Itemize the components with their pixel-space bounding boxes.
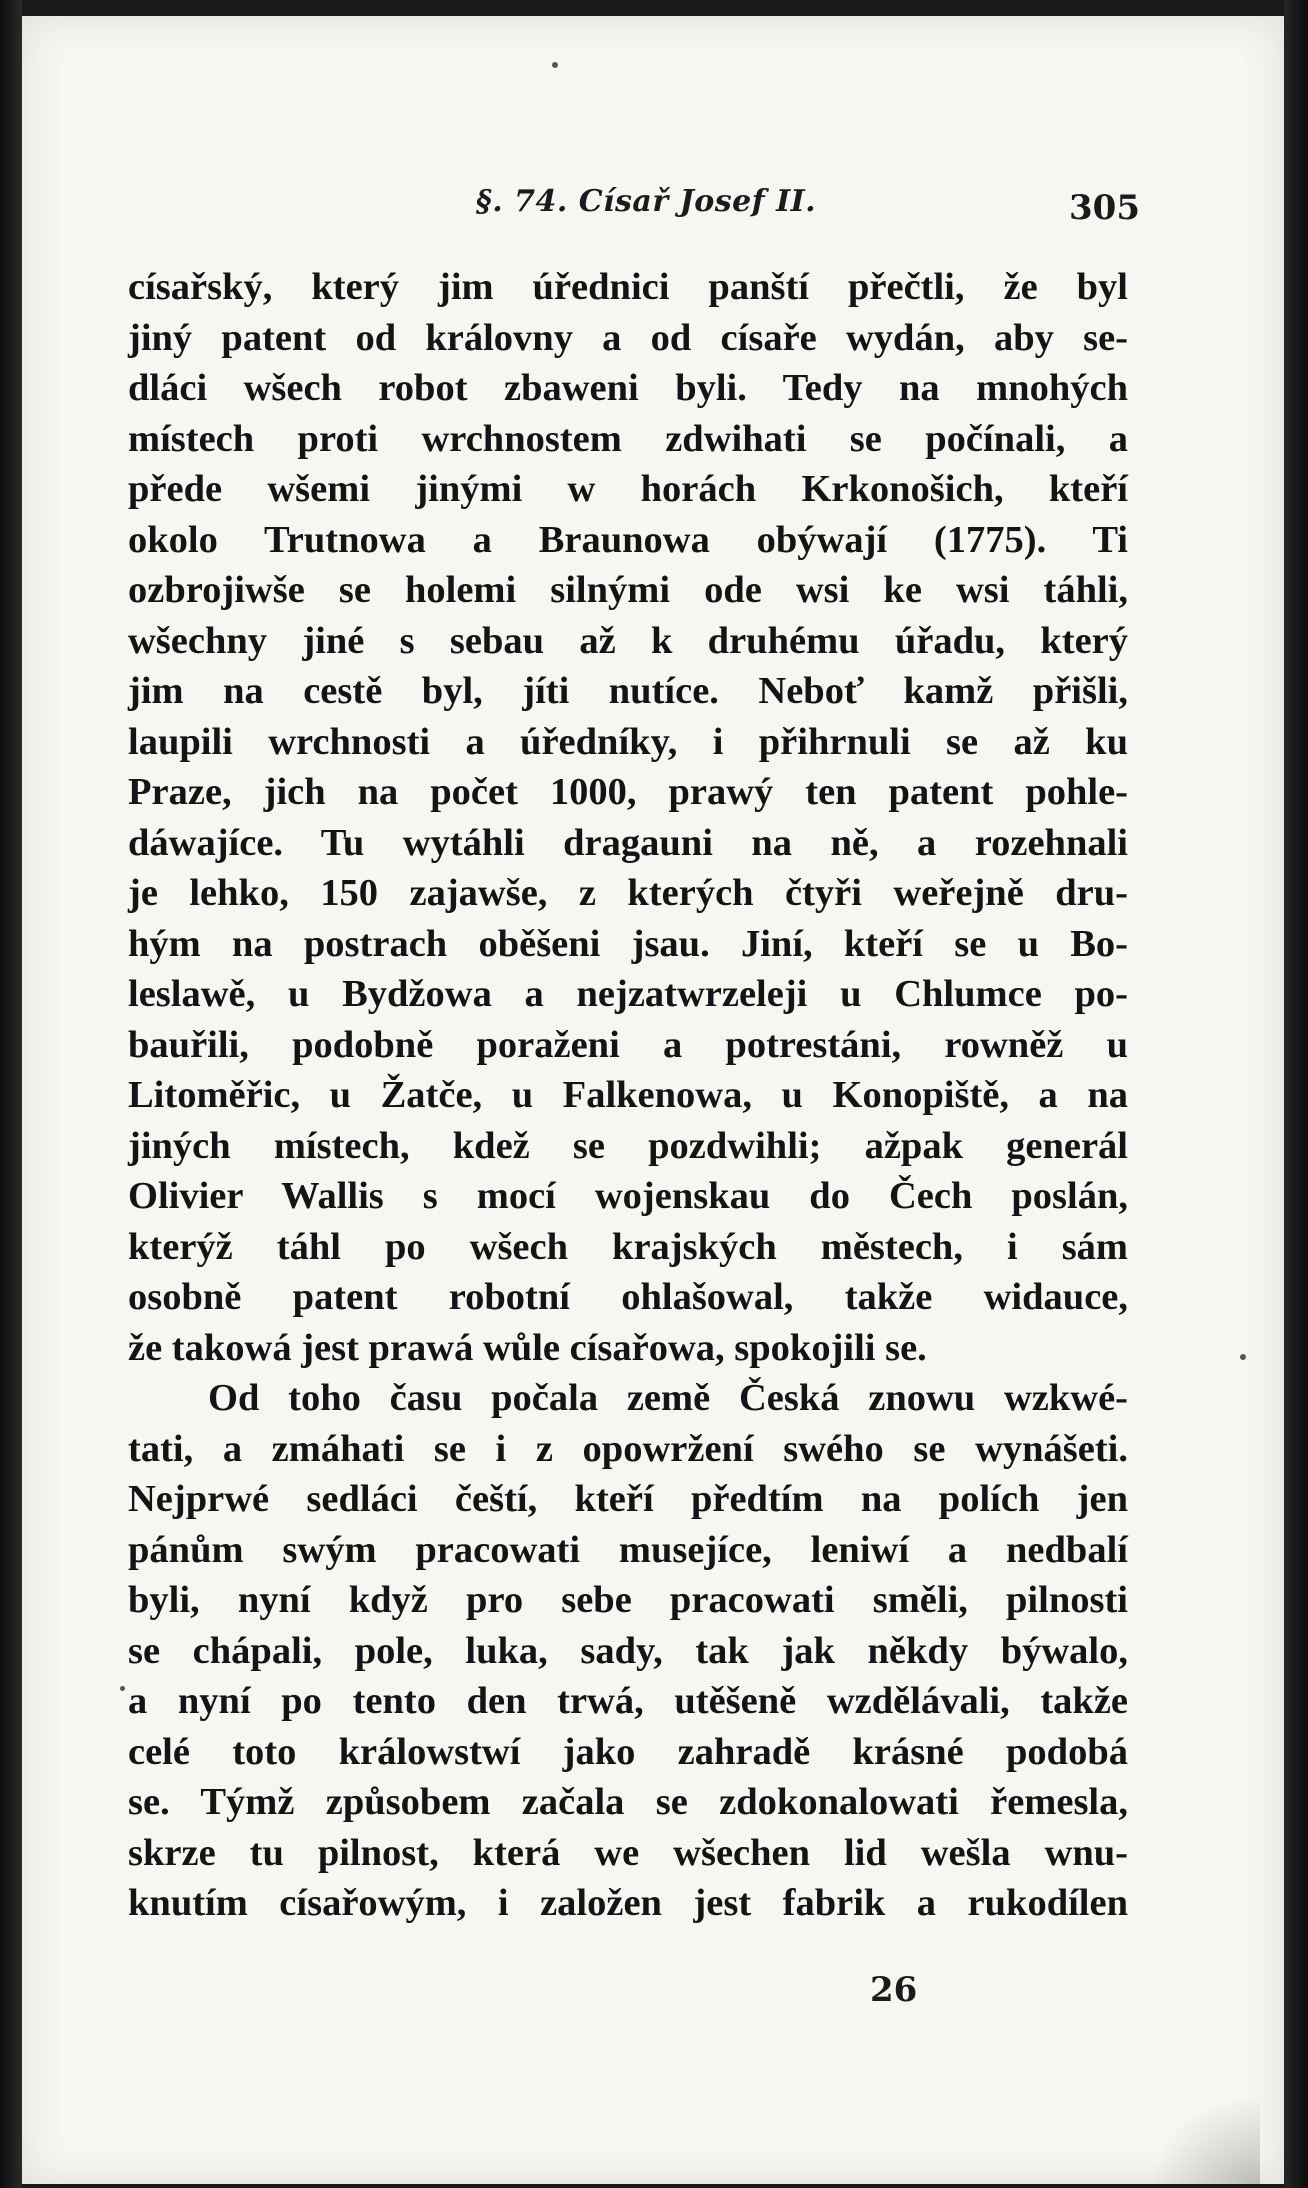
paragraph-end-line: že takowá jest prawá wůle císařowa, spokojili se. bbox=[128, 1326, 927, 1369]
text-line: laupili wrchnosti a úředníky, i přihrnuli se až ku bbox=[128, 720, 1128, 763]
text-line: jim na cestě byl, jíti nutíce. Neboť kamž přišli, bbox=[128, 670, 1128, 712]
text-line: ozbrojiwše se holemi silnými ode wsi ke wsi táhli, bbox=[128, 569, 1128, 611]
text-line: pánům swým pracowati musejíce, leniwí a nedbalí bbox=[128, 1528, 1128, 1571]
running-head: §. 74. Císař Josef II. bbox=[476, 184, 817, 219]
text-line: Litoměřic, u Žatče, u Falkenowa, u Konopiště, a na bbox=[128, 1074, 1128, 1116]
text-line: jiný patent od královny a od císaře wydán, aby se- bbox=[128, 316, 1128, 359]
text-line: celé toto králowstwí jako zahradě krásné podobá bbox=[128, 1730, 1128, 1773]
signature-mark: 26 bbox=[870, 1970, 918, 2010]
text-line: okolo Trutnowa a Braunowa obýwají (1775). Ti bbox=[128, 518, 1128, 561]
text-line: místech proti wrchnostem zdwihati se počínali, a bbox=[128, 417, 1128, 460]
text-line: hým na postrach oběšeni jsau. Jiní, kteří se u Bo- bbox=[128, 922, 1128, 965]
text-line: přede wšemi jinými w horách Krkonošich, kteří bbox=[128, 468, 1128, 510]
dust-speck bbox=[1240, 1354, 1246, 1360]
text-line: dláci wšech robot zbaweni byli. Tedy na mnohých bbox=[128, 367, 1128, 409]
text-line: se. Týmž způsobem začala se zdokonalowati řemesla, bbox=[128, 1781, 1128, 1823]
text-line: kterýž táhl po wšech krajských městech, i sám bbox=[128, 1225, 1128, 1268]
dust-speck bbox=[552, 62, 558, 68]
text-line: byli, nyní když pro sebe pracowati směli, pilnosti bbox=[128, 1579, 1128, 1621]
text-line: se chápali, pole, luka, sady, tak jak někdy býwalo, bbox=[128, 1629, 1128, 1672]
text-line: bauřili, podobně poraženi a potrestáni, rowněž u bbox=[128, 1023, 1128, 1066]
text-line: tati, a zmáhati se i z opowržení swého se wynášeti. bbox=[128, 1427, 1128, 1470]
page-number: 305 bbox=[1069, 188, 1140, 228]
corner-smudge bbox=[1150, 2094, 1260, 2184]
text-line: leslawě, u Bydžowa a nejzatwrzeleji u Chlumce po- bbox=[128, 973, 1128, 1015]
dust-speck bbox=[120, 1686, 125, 1691]
body-text bbox=[128, 262, 1128, 1929]
text-line: Nejprwé sedláci čeští, kteří předtím na polích jen bbox=[128, 1478, 1128, 1520]
text-line: skrze tu pilnost, která we wšechen lid wešla wnu- bbox=[128, 1831, 1128, 1874]
text-line: jiných místech, kdež se pozdwihli; ažpak generál bbox=[128, 1124, 1128, 1167]
text-line: dáwajíce. Tu wytáhli dragauni na ně, a rozehnali bbox=[128, 821, 1128, 864]
left-book-edge bbox=[0, 0, 22, 2188]
text-line: wšechny jiné s sebau až k druhému úřadu, který bbox=[128, 619, 1128, 662]
page-header bbox=[140, 184, 1140, 234]
text-line: císařský, který jim úřednici panští přečtli, že byl bbox=[128, 266, 1128, 308]
text-line: je lehko, 150 zajawše, z kterých čtyři weřejně dru- bbox=[128, 872, 1128, 914]
right-book-edge bbox=[1284, 0, 1308, 2188]
text-line: knutím císařowým, i založen jest fabrik a rukodílen bbox=[128, 1882, 1128, 1924]
text-line: Olivier Wallis s mocí wojenskau do Čech poslán, bbox=[128, 1175, 1128, 1217]
text-line: a nyní po tento den trwá, utěšeně wzdělávali, takže bbox=[128, 1680, 1128, 1722]
text-line: Praze, jich na počet 1000, prawý ten patent pohle- bbox=[128, 771, 1128, 813]
text-line: osobně patent robotní ohlašowal, takže widauce, bbox=[128, 1276, 1128, 1318]
paragraph-start-line: Od toho času počala země Česká znowu wzkwé- bbox=[208, 1377, 1128, 1419]
